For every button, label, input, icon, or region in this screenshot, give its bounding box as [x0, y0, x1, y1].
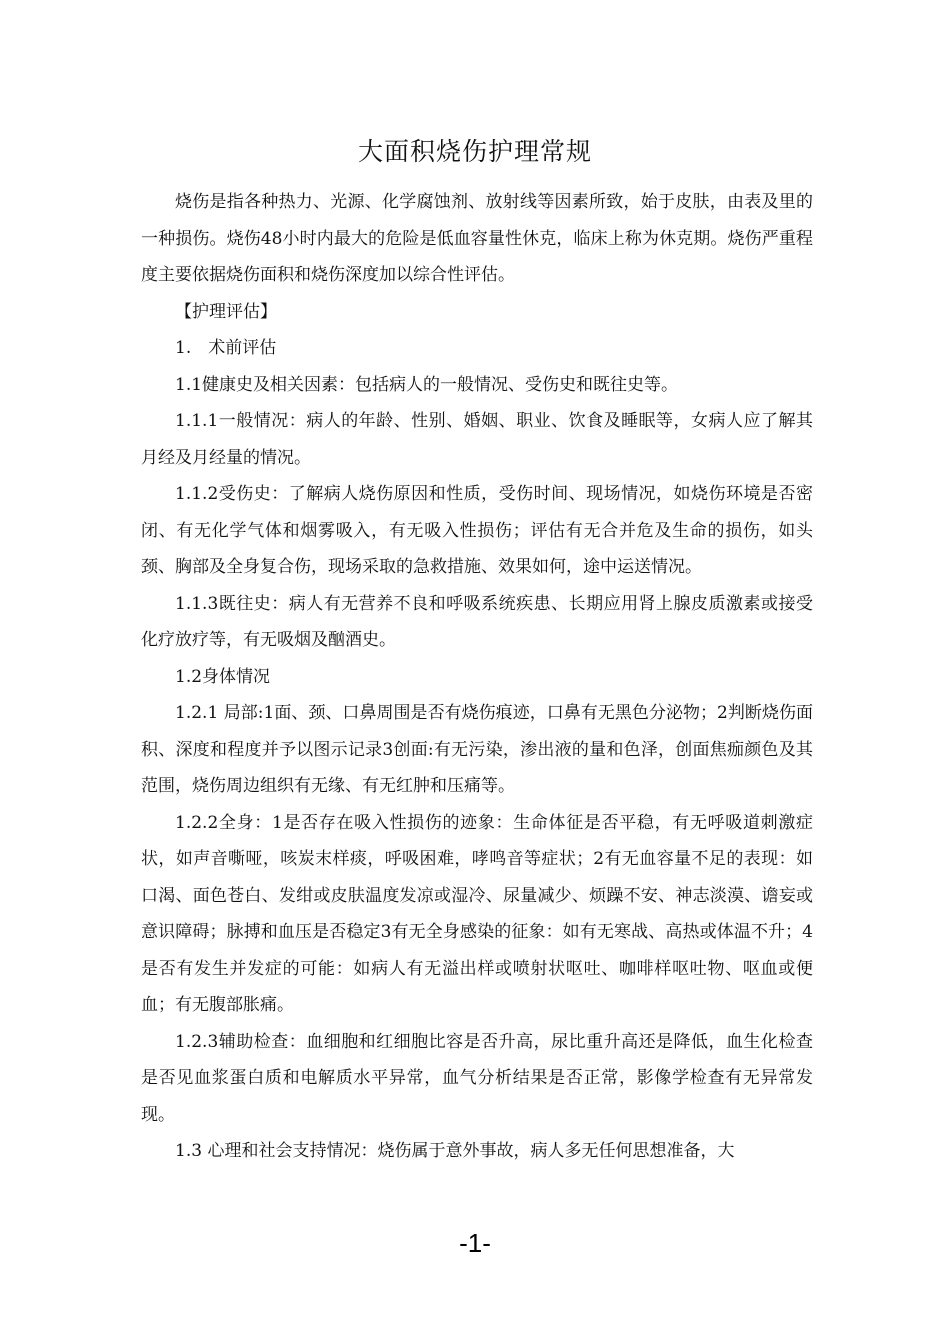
paragraph-psychosocial: 1.3 心理和社会支持情况：烧伤属于意外事故，病人多无任何思想准备，大	[175, 1141, 735, 1161]
paragraph-health-history: 1.1健康史及相关因素：包括病人的一般情况、受伤史和既往史等。	[175, 374, 679, 395]
heading-preoperative-assessment: 1. 术前评估	[175, 338, 277, 358]
paragraph-intro: 烧伤是指各种热力、光源、化学腐蚀剂、放射线等因素所致，始于皮肤，由表及里的一种损伤。烧伤48小时内最大的危险是低血容量性休克，临床上称为休克期。烧伤严重程度主要依据烧伤面积和烧伤深度加以综合性评估。	[141, 192, 813, 285]
heading-physical-condition: 1.2身体情况	[175, 666, 271, 687]
section-heading-nursing-assessment: 【护理评估】	[175, 301, 277, 322]
paragraph-past-history: 1.1.3既往史：病人有无营养不良和呼吸系统疾患、长期应用肾上腺皮质激素或接受化疗放疗等，有无吸烟及酗酒史。	[141, 593, 813, 650]
paragraph-general-condition: 1.1.1一般情况：病人的年龄、性别、婚姻、职业、饮食及睡眠等，女病人应了解其月经及月经量的情况。	[141, 411, 813, 468]
document-body	[141, 184, 813, 1170]
document-title: 大面积烧伤护理常规	[357, 137, 592, 166]
paragraph-injury-history: 1.1.2受伤史：了解病人烧伤原因和性质，受伤时间、现场情况，如烧伤环境是否密闭、有无化学气体和烟雾吸入，有无吸入性损伤；评估有无合并危及生命的损伤，如头颈、胸部及全身复合伤，现场采取的急救措施、效果如何，途中运送情况。	[141, 484, 813, 577]
page-number: -1-	[459, 1228, 491, 1258]
paragraph-local: 1.2.1 局部:1面、颈、口鼻周围是否有烧伤痕迹，口鼻有无黑色分泌物；2判断烧伤面积、深度和程度并予以图示记录3创面:有无污染，渗出液的量和色泽，创面焦痂颜色及其范围，烧伤周边组织有无缘、有无红肿和压痛等。	[141, 703, 813, 796]
paragraph-auxiliary-exam: 1.2.3辅助检查：血细胞和红细胞比容是否升高，尿比重升高还是降低，血生化检查是否见血浆蛋白质和电解质水平异常，血气分析结果是否正常，影像学检查有无异常发现。	[141, 1031, 813, 1125]
paragraph-systemic: 1.2.2全身：1是否存在吸入性损伤的迹象：生命体征是否平稳，有无呼吸道刺激症状，如声音嘶哑，咳炭末样痰，呼吸困难，哮鸣音等症状；2有无血容量不足的表现：如口渴、面色苍白、发绀或皮肤温度发凉或湿冷、尿量减少、烦躁不安、神志淡漠、谵妄或意识障碍；脉搏和血压是否稳定3有无全身感染的征象：如有无寒战、高热或体温不升；4是否有发生并发症的可能：如病人有无溢出样或喷射状呕吐、咖啡样呕吐物、呕血或便血；有无腹部胀痛。	[141, 812, 813, 1015]
